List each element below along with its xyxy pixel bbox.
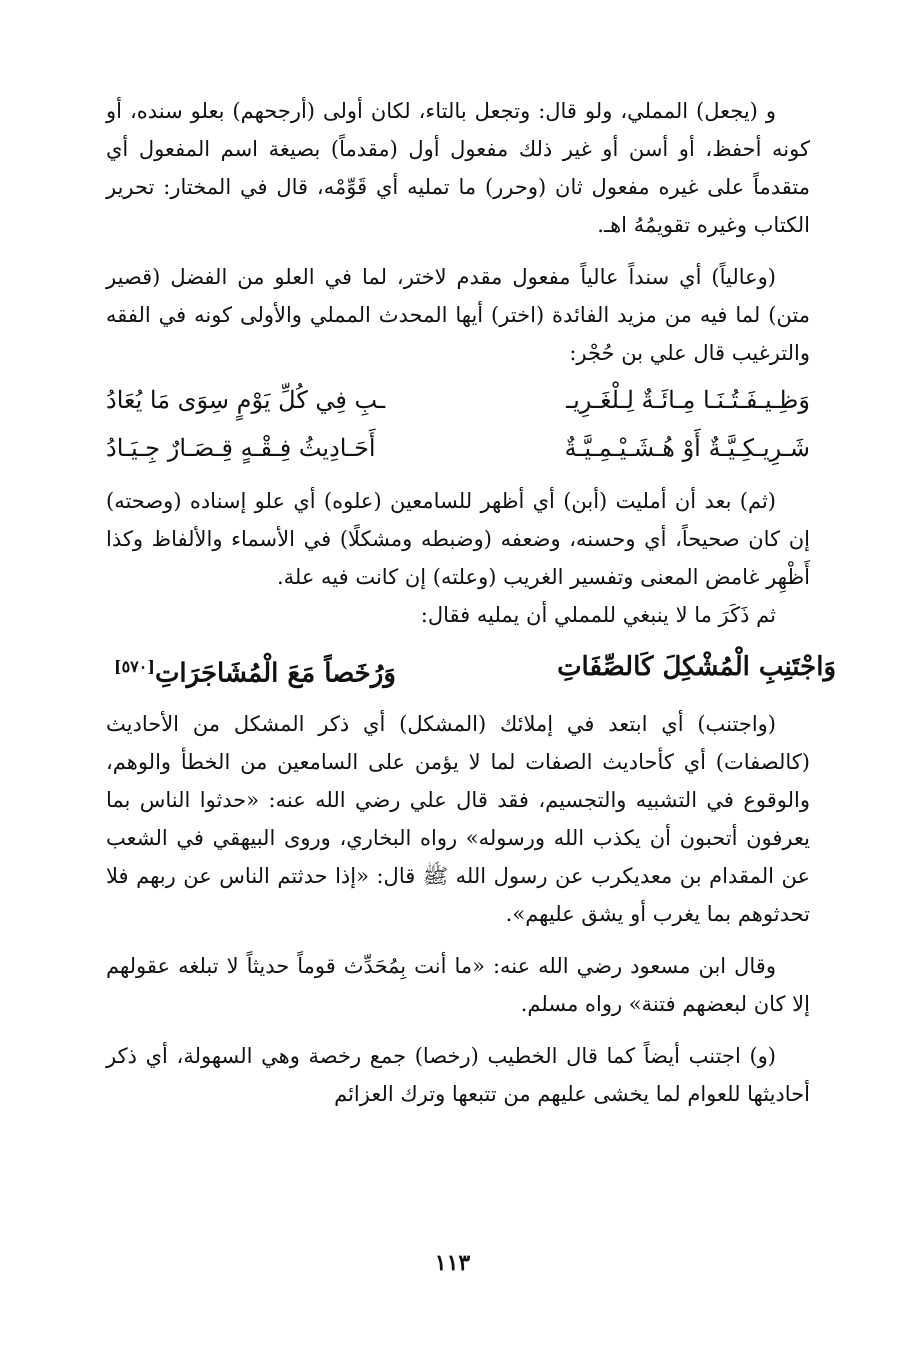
paragraph-3: (ثم) بعد أن أمليت (أبن) أي أظهر للسامعين (علوه) أي علو إسناده (وصحته) إن كان صحيحاً، أي وحسنه، وضعفه (وضبطه ومشكلًا) في الأسماء والألفاظ وكذا أَظْهِر غامض المعنى وتفسير الغريب (وعلته) إن كانت فيه علة. (106, 489, 810, 589)
verse-2-right-hemistich: شَـرِيـكِـيَّـةٌ أَوْ هُـشَـيْـمِـيَّـةٌ (564, 434, 810, 462)
verse-1-right-hemistich: وَظِـيـفَـتُـنَـا مِـائَـةٌ لِـلْغَـرِيـ (566, 386, 810, 414)
paragraph-7: (و) اجتنب أيضاً كما قال الخطيب (رخصا) جمع رخصة وهي السهولة، أي ذكر أحاديثها للعوام لما يخشى عليهم من تتبعها وترك العزائم (106, 1043, 810, 1106)
poem-left-hemistich: وَرُخَصاً مَعَ الْمُشَاجَرَاتِ (154, 658, 396, 689)
poem-line-570 (114, 644, 836, 697)
poem-right-hemistich: وَاجْتَنِبِ الْمُشْكِلَ كَالصِّفَاتِ (557, 652, 836, 682)
verse-line-1 (106, 380, 810, 420)
verse-line-2 (106, 428, 810, 468)
paragraph-4: ثم ذَكَرَ ما لا ينبغي للمملي أن يمليه فقال: (420, 603, 776, 627)
page-number: ١١٣ (434, 1250, 471, 1276)
paragraph-6: وقال ابن مسعود رضي الله عنه: «ما أنت بِمُحَدِّث قوماً حديثاً لا تبلغه عقولهم إلا كان لبعضهم فتنة» رواه مسلم. (106, 953, 810, 1016)
paragraph-1: و (يجعل) المملي، ولو قال: وتجعل بالتاء، لكان أولى (أرجحهم) بعلو سنده، أو كونه أحفظ، أو أسن أو غير ذلك مفعول أول (مقدماً) بصيغة اسم المفعول أي متقدماً على غيره مفعول ثان (وحرر) ما تمليه أي قَوِّمْه، قال في المختار: تحرير الكتاب وغيره تقويمُهُ اهـ. (106, 99, 810, 237)
paragraph-2: (وعالياً) أي سنداً عالياً مفعول مقدم لاختر، لما في العلو من الفضل (قصير متن) لما فيه من مزيد الفائدة (اختر) أيها المحدث المملي والأولى كونه في الفقه والترغيب قال علي بن حُجْر: (106, 265, 810, 365)
verse-2-left-hemistich: أَحَـادِيثُ فِـقْـهٍ قِـصَـارٌ جِـيَـادُ (106, 434, 376, 462)
poem-line-number: [٥٧٠] (114, 657, 155, 676)
verse-1-left-hemistich: ـبِ فِي كُلِّ يَوْمٍ سِوَى مَا يُعَادُ (106, 386, 386, 414)
poem-left-group (114, 644, 396, 697)
verse-block (106, 380, 810, 468)
page-body (106, 92, 836, 1113)
paragraph-5: (واجتنب) أي ابتعد في إملائك (المشكل) أي ذكر المشكل من الأحاديث (كالصفات) أي كأحاديث الصفات لما لا يؤمن على السامعين من الخطأ والوهم، والوقوع في التشبيه والتجسيم، فقد قال علي رضي الله عنه: «حدثوا الناس بما يعرفون أتحبون أن يكذب الله ورسوله» رواه البخاري، وروى البيهقي في الشعب عن المقدام بن معديكرب عن رسول الله ﷺ قال: «إذا حدثتم الناس عن ربهم فلا تحدثوهم بما يغرب أو يشق عليهم». (106, 711, 810, 926)
